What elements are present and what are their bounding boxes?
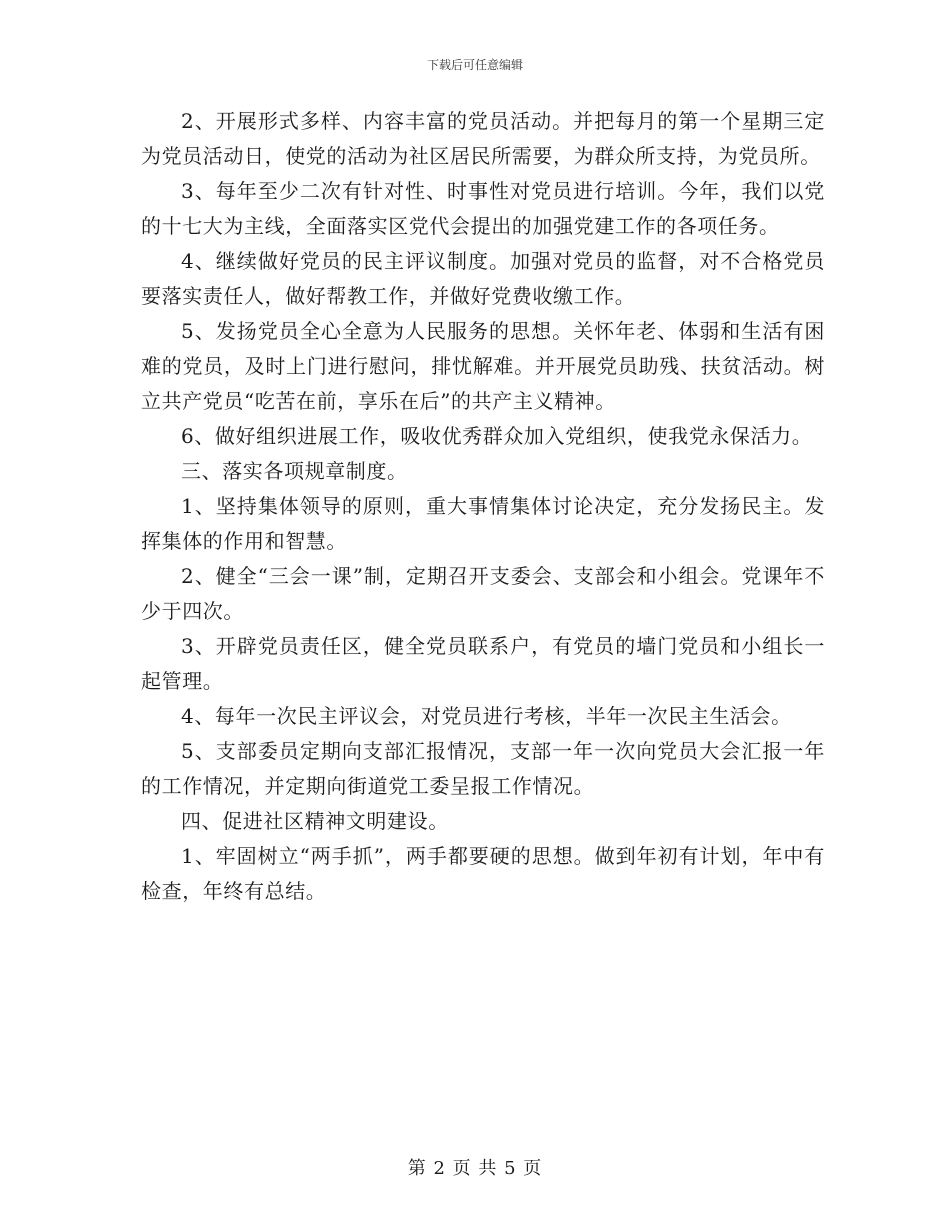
paragraph: 4、每年一次民主评议会，对党员进行考核，半年一次民主生活会。 [181,704,792,728]
paragraph: 1、坚持集体领导的原则，重大事情集体讨论决定，充分发扬民主。发挥集体的作用和智慧。 [141,494,825,553]
paragraph: 2、开展形式多样、内容丰富的党员活动。并把每月的第一个星期三定为党员活动日，使党的活动为社区居民所需要，为群众所支持，为党员所。 [141,109,825,168]
paragraph: 3、每年至少二次有针对性、时事性对党员进行培训。今年，我们以党的十七大为主线，全面落实区党代会提出的加强党建工作的各项任务。 [141,179,825,238]
paragraph: 5、发扬党员全心全意为人民服务的思想。关怀年老、体弱和生活有困难的党员，及时上门进行慰问，排忧解难。并开展党员助残、扶贫活动。树立共产党员“吃苦在前，享乐在后”的共产主义精神。 [141,319,825,413]
page-header: 下载后可任意编辑 [426,58,523,72]
paragraph: 6、做好组织进展工作，吸收优秀群众加入党组织，使我党永保活力。 [181,424,813,448]
paragraph: 3、开辟党员责任区，健全党员联系户，有党员的墙门党员和小组长一起管理。 [141,634,825,693]
section-heading: 四、促进社区精神文明建设。 [181,809,449,833]
document-body [141,104,825,909]
paragraph: 1、牢固树立“两手抓”，两手都要硬的思想。做到年初有计划，年中有检查，年终有总结。 [141,844,825,903]
page-number: 第 2 页 共 5 页 [407,1158,543,1179]
paragraph: 2、健全“三会一课”制，定期召开支委会、支部会和小组会。党课年不少于四次。 [141,564,825,623]
paragraph: 5、支部委员定期向支部汇报情况，支部一年一次向党员大会汇报一年的工作情况，并定期向街道党工委呈报工作情况。 [141,739,825,798]
section-heading: 三、落实各项规章制度。 [181,459,408,483]
paragraph: 4、继续做好党员的民主评议制度。加强对党员的监督，对不合格党员要落实责任人，做好帮教工作，并做好党费收缴工作。 [141,249,825,308]
